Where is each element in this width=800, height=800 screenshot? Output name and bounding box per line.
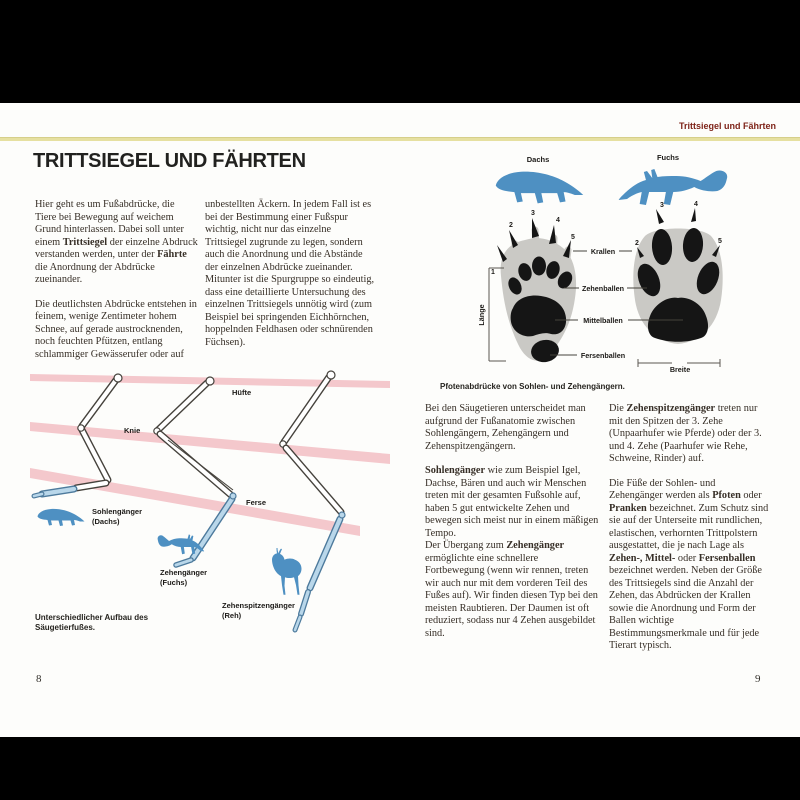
badger-toe-5: 5 <box>571 234 575 241</box>
text-run-bold: Sohlengänger <box>425 465 486 476</box>
pawprint-figure <box>425 148 790 384</box>
pawprint-figure-caption: Pfotenabdrücke von Sohlen- und Zehengängern. <box>440 382 625 391</box>
label-breite: Breite <box>669 365 691 374</box>
badger-toe-2: 2 <box>509 222 513 229</box>
page-number-right: 9 <box>755 673 761 685</box>
paragraph: Bei den Säugetieren unterscheidet man aufgrund der Fußanatomie zwischen Sohlengängern, Zehengängern und Zehenspitzengängern. <box>425 403 586 452</box>
fox-toe-5: 5 <box>718 238 722 245</box>
fox-toe-4: 4 <box>694 201 698 208</box>
paragraph <box>425 465 599 540</box>
label-mittelballen: Mittelballen <box>583 316 623 325</box>
fox-leg-skeleton <box>154 377 236 565</box>
text-run: bezeichnet werden. Neben der Größe des Trittsiegels sind die Anzahl der Zehen, das Abdrücken der Krallen sowie die Anordnung und Form der Ballen wichtige Bestimmungsmerkmale und für jede Tierart typisch. <box>609 565 762 651</box>
right-page-column-1 <box>425 403 599 640</box>
label-zehengaenger-sub: (Fuchs) <box>160 578 188 587</box>
badger-pawprint <box>491 210 576 364</box>
page-title: TRITTSIEGEL UND FÄHRTEN <box>33 150 306 172</box>
page-number-left: 8 <box>36 673 42 685</box>
fox-toe-2: 2 <box>635 240 639 247</box>
text-run-bold: Pranken <box>609 502 647 514</box>
label-zehengaenger: Zehengänger <box>160 568 208 577</box>
label-laenge: Länge <box>477 304 486 326</box>
badger-toe-4: 4 <box>556 217 560 224</box>
label-krallen: Krallen <box>590 247 616 256</box>
text-run: treten nur mit den Spitzen der 3. Zehe (Unpaarhufer wie Pferde) oder der 3. und 4. Zehe (Paarhufer wie Rehe, Schweine, Rinder) auf. <box>609 403 762 464</box>
text-run: der einzelne Abdruck verstanden werden, unter der <box>35 236 198 260</box>
paragraph: unbestellten Äckern. In jedem Fall ist es bei der Bestimmung einer Fußspur wichtig, nicht nur das einzelne Trittsiegel zugrunde zu legen, sondern auch die Anordnung und die Abstände der einzelnen Abdrücke zueinander. Mitunter ist die Spurgruppe so eindeutig, dass eine detaillierte Untersuchung des einzelnen Trittsiegels unnötig wird (zum Beispiel bei springenden Eichhörnchen, hoppelnden Feldhasen oder schnürenden Füchsen). <box>205 199 375 348</box>
text-run: Die <box>609 403 627 414</box>
text-run-bold: Trittsiegel <box>62 236 108 248</box>
paragraph <box>609 478 770 653</box>
text-run-bold: Zehengänger <box>506 540 565 551</box>
label-zehenspitzengaenger: Zehenspitzengänger <box>222 601 295 610</box>
badger-toe-3: 3 <box>531 210 535 217</box>
text-run: die Anordnung der Abdrücke zueinander. <box>35 261 155 285</box>
text-run: ermöglichte eine schnellere Fortbewegung (wenn wir rennen, treten wir auch nur mit dem vorderen Teil des Fußes auf). Wir finden diesen Typ bei den meisten Raubtieren. Der Daumen ist oft reduziert, sodass nur 4 Zehen ausgebildet sind. <box>425 552 598 639</box>
label-fuchs: Fuchs <box>656 153 680 162</box>
text-run-bold: Fersenballen <box>698 552 756 564</box>
text-run: Hier geht es um Fußabdrücke, die Tiere bei Bewegung auf weichem Grund hinterlassen. Dabei soll unter einem <box>35 199 184 248</box>
label-knie: Knie <box>124 426 141 435</box>
text-run-bold: Zehenspitzengänger <box>626 403 716 414</box>
fox-silhouette <box>619 169 728 205</box>
text-run-bold: Zehen-, Mittel- <box>609 552 676 564</box>
label-fersenballen: Fersenballen <box>580 351 626 360</box>
label-dachs: Dachs <box>526 155 550 164</box>
deer-silhouette-small <box>272 548 302 595</box>
fox-pawprint <box>633 201 723 344</box>
right-page-column-2 <box>609 403 770 665</box>
deer-leg-skeleton <box>280 371 345 630</box>
text-run: oder <box>675 552 699 564</box>
badger-toe-1: 1 <box>491 269 495 276</box>
page-spread-background <box>0 103 800 737</box>
skeleton-figure-caption: Unterschiedlicher Aufbau des Säugetierfußes. <box>35 613 149 632</box>
label-zehenballen: Zehenballen <box>582 284 624 293</box>
text-run-bold: Fährte <box>157 249 187 260</box>
label-huefte: Hüfte <box>232 388 252 397</box>
label-ferse: Ferse <box>246 498 267 507</box>
badger-silhouette-small <box>38 509 85 526</box>
paragraph <box>425 540 599 640</box>
text-run: oder <box>740 490 762 501</box>
text-run: Der Übergang zum <box>425 540 507 551</box>
paragraph <box>609 403 770 466</box>
paragraph: Die deutlichsten Abdrücke entstehen in feinem, wenige Zentimeter hohem Schnee, auf gerade austrocknenden, noch feuchten Pfützen, entlang schlammiger Gewässerufer oder auf <box>35 298 197 360</box>
breite-measure <box>638 359 720 374</box>
text-run: Die Füße der Sohlen- und Zehengänger werden als <box>609 477 716 501</box>
paragraph <box>35 199 198 287</box>
text-run: wie zum Beispiel Igel, Dachse, Bären und auch wir Menschen treten mit der gesamten Fußsohle auf, haben 5 gut entwickelte Zehen und bewegen sich meist nur in einem mäßigen Tempo. <box>425 465 599 539</box>
label-sohlengaenger: Sohlengänger <box>92 507 143 516</box>
badger-silhouette <box>496 172 583 204</box>
skeleton-figure <box>30 368 390 640</box>
label-zehenspitzengaenger-sub: (Reh) <box>222 611 242 620</box>
left-page-column-2 <box>205 199 375 361</box>
left-page-column-1 <box>35 199 198 373</box>
text-run-bold: Pfoten <box>712 490 741 501</box>
running-head: Trittsiegel und Fährten <box>678 121 776 131</box>
yellow-rule <box>0 137 800 141</box>
text-run: bezeichnet. Zum Schutz sind sie auf der Unterseite mit rundlichen, elastischen, verhornten Trittpolstern ausgestattet, die je nach Lage als <box>609 502 769 551</box>
fox-toe-3: 3 <box>660 202 664 209</box>
label-sohlengaenger-sub: (Dachs) <box>92 517 120 526</box>
